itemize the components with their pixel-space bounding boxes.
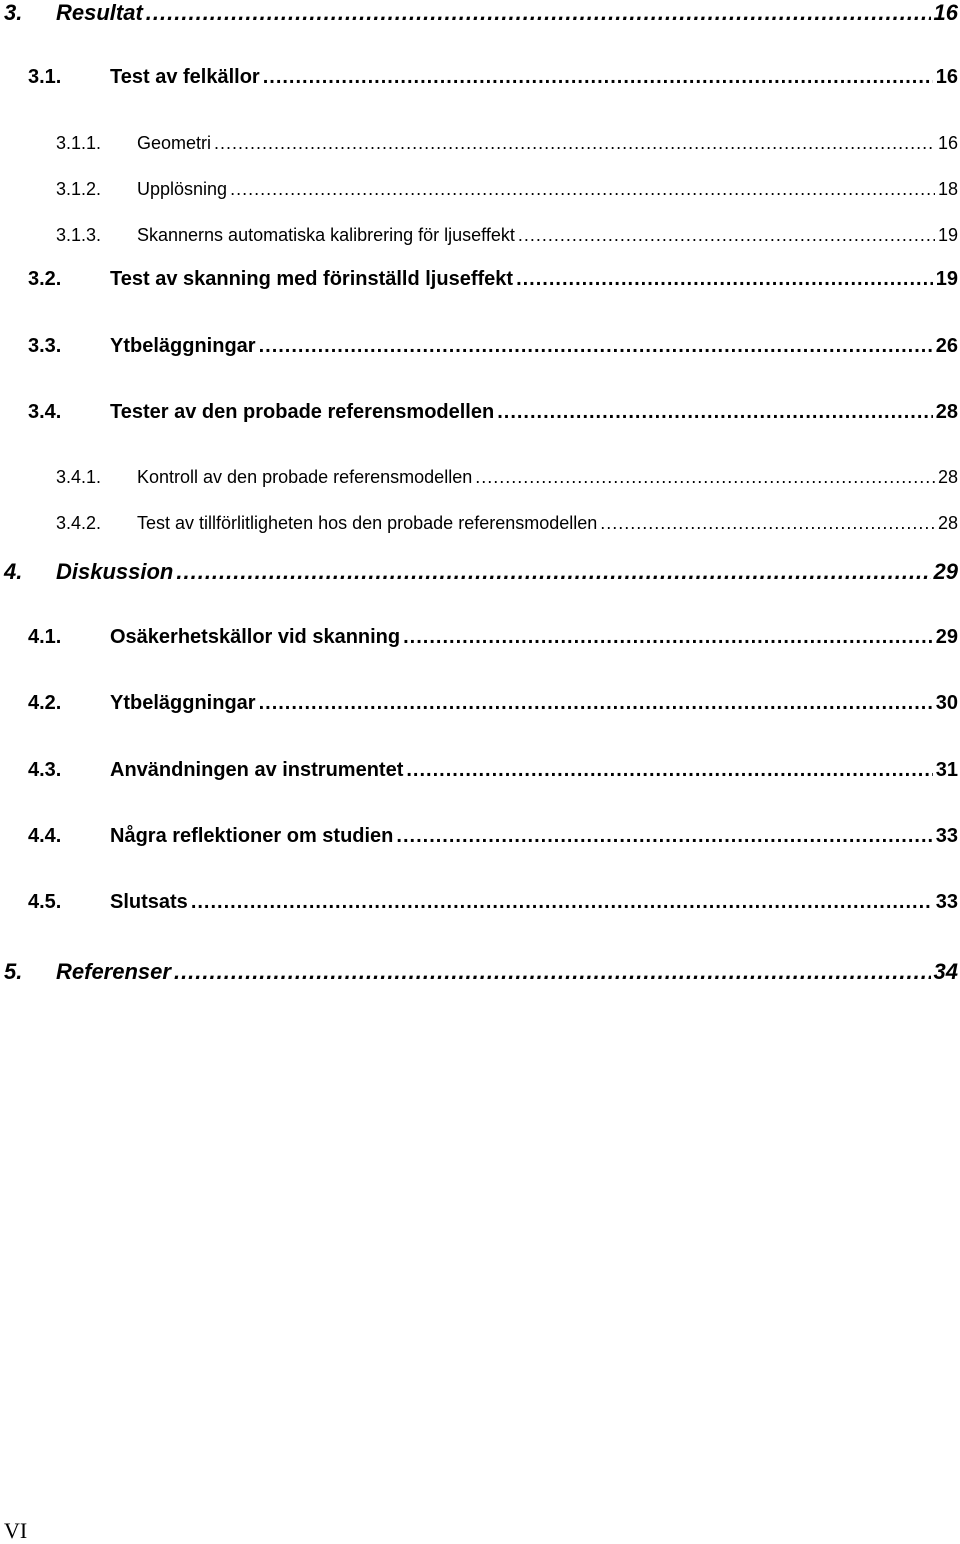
toc-title: Resultat	[56, 0, 143, 25]
toc-title: Ytbeläggningar	[110, 692, 256, 714]
toc-entry-chapter[interactable]	[4, 0, 958, 30]
toc-title: Slutsats	[110, 891, 188, 913]
toc-dot-leader	[176, 559, 930, 585]
toc-entry-section[interactable]	[28, 759, 958, 789]
toc-title: Några reflektioner om studien	[110, 825, 394, 847]
toc-entry-chapter[interactable]	[4, 959, 958, 989]
toc-number: 4.1.	[28, 626, 62, 648]
toc-dot-leader	[475, 467, 935, 488]
toc-dot-leader	[600, 513, 935, 534]
toc-number: 4.5.	[28, 891, 62, 913]
toc-entry-subsection[interactable]	[56, 133, 958, 163]
toc-page-number: 30	[935, 692, 958, 714]
toc-dot-leader	[396, 825, 932, 848]
toc-number: 3.1.	[28, 66, 62, 88]
toc-title: Test av tillförlitligheten hos den probade referensmodellen	[137, 513, 598, 533]
toc-number: 3.4.1.	[56, 467, 102, 487]
toc-dot-leader	[403, 626, 933, 649]
toc-page-number: 18	[937, 179, 958, 199]
toc-number: 4.2.	[28, 692, 62, 714]
toc-dot-leader	[259, 692, 933, 715]
toc-title: Diskussion	[56, 559, 174, 584]
toc-entry-subsection[interactable]	[56, 513, 958, 543]
toc-entry-subsection[interactable]	[56, 225, 958, 255]
toc-title: Test av felkällor	[110, 66, 260, 88]
toc-page-number: 29	[933, 559, 958, 584]
toc-dot-leader	[263, 66, 933, 89]
toc-entry-subsection[interactable]	[56, 179, 958, 209]
toc-number: 4.4.	[28, 825, 62, 847]
toc-dot-leader	[146, 0, 931, 26]
toc-dot-leader	[497, 401, 933, 424]
toc-number: 3.1.2.	[56, 179, 102, 199]
toc-dot-leader	[191, 891, 933, 914]
toc-title: Användningen av instrumentet	[110, 759, 404, 781]
toc-number: 3.1.3.	[56, 225, 102, 245]
toc-page-number: 33	[935, 825, 958, 847]
toc-number: 3.2.	[28, 268, 62, 290]
toc-entry-section[interactable]	[28, 268, 958, 298]
toc-number: 4.	[4, 559, 23, 584]
toc-entry-section[interactable]	[28, 692, 958, 722]
toc-page-number: 19	[935, 268, 958, 290]
toc-entry-section[interactable]	[28, 825, 958, 855]
toc-page-number: 34	[933, 959, 958, 984]
toc-number: 5.	[4, 959, 23, 984]
toc-entry-chapter[interactable]	[4, 559, 958, 589]
toc-title: Kontroll av den probade referensmodellen	[137, 467, 473, 487]
toc-number: 3.4.2.	[56, 513, 102, 533]
toc-number: 3.	[4, 0, 23, 25]
toc-title: Tester av den probade referensmodellen	[110, 401, 495, 423]
page-number-footer: VI	[4, 1518, 28, 1543]
toc-entry-subsection[interactable]	[56, 467, 958, 497]
toc-number: 4.3.	[28, 759, 62, 781]
toc-entry-section[interactable]	[28, 66, 958, 96]
toc-page-number: 26	[935, 335, 958, 357]
toc-title: Skannerns automatiska kalibrering för ljuseffekt	[137, 225, 515, 245]
toc-page-number: 28	[935, 401, 958, 423]
toc-entry-section[interactable]	[28, 401, 958, 431]
toc-page-number: 19	[937, 225, 958, 245]
toc-entry-section[interactable]	[28, 626, 958, 656]
toc-dot-leader	[174, 959, 931, 985]
toc-title: Referenser	[56, 959, 171, 984]
toc-number: 3.1.1.	[56, 133, 102, 153]
toc-dot-leader	[518, 225, 935, 246]
toc-entry-section[interactable]	[28, 335, 958, 365]
toc-page-number: 31	[935, 759, 958, 781]
toc-page-number: 33	[935, 891, 958, 913]
toc-page-number: 29	[935, 626, 958, 648]
toc-page-number: 16	[933, 0, 958, 25]
toc-page-number: 16	[935, 66, 958, 88]
toc-number: 3.3.	[28, 335, 62, 357]
toc-page-number: 28	[937, 467, 958, 487]
toc-title: Upplösning	[137, 179, 228, 199]
toc-title: Test av skanning med förinställd ljuseffekt	[110, 268, 514, 290]
toc-dot-leader	[214, 133, 935, 154]
toc-dot-leader	[516, 268, 933, 291]
toc-dot-leader	[406, 759, 932, 782]
toc-page-number: 28	[937, 513, 958, 533]
toc-page-number: 16	[937, 133, 958, 153]
toc-dot-leader	[230, 179, 935, 200]
toc-entry-section[interactable]	[28, 891, 958, 921]
toc-title: Ytbeläggningar	[110, 335, 256, 357]
toc-title: Geometri	[137, 133, 212, 153]
toc-number: 3.4.	[28, 401, 62, 423]
toc-title: Osäkerhetskällor vid skanning	[110, 626, 401, 648]
toc-dot-leader	[259, 335, 933, 358]
